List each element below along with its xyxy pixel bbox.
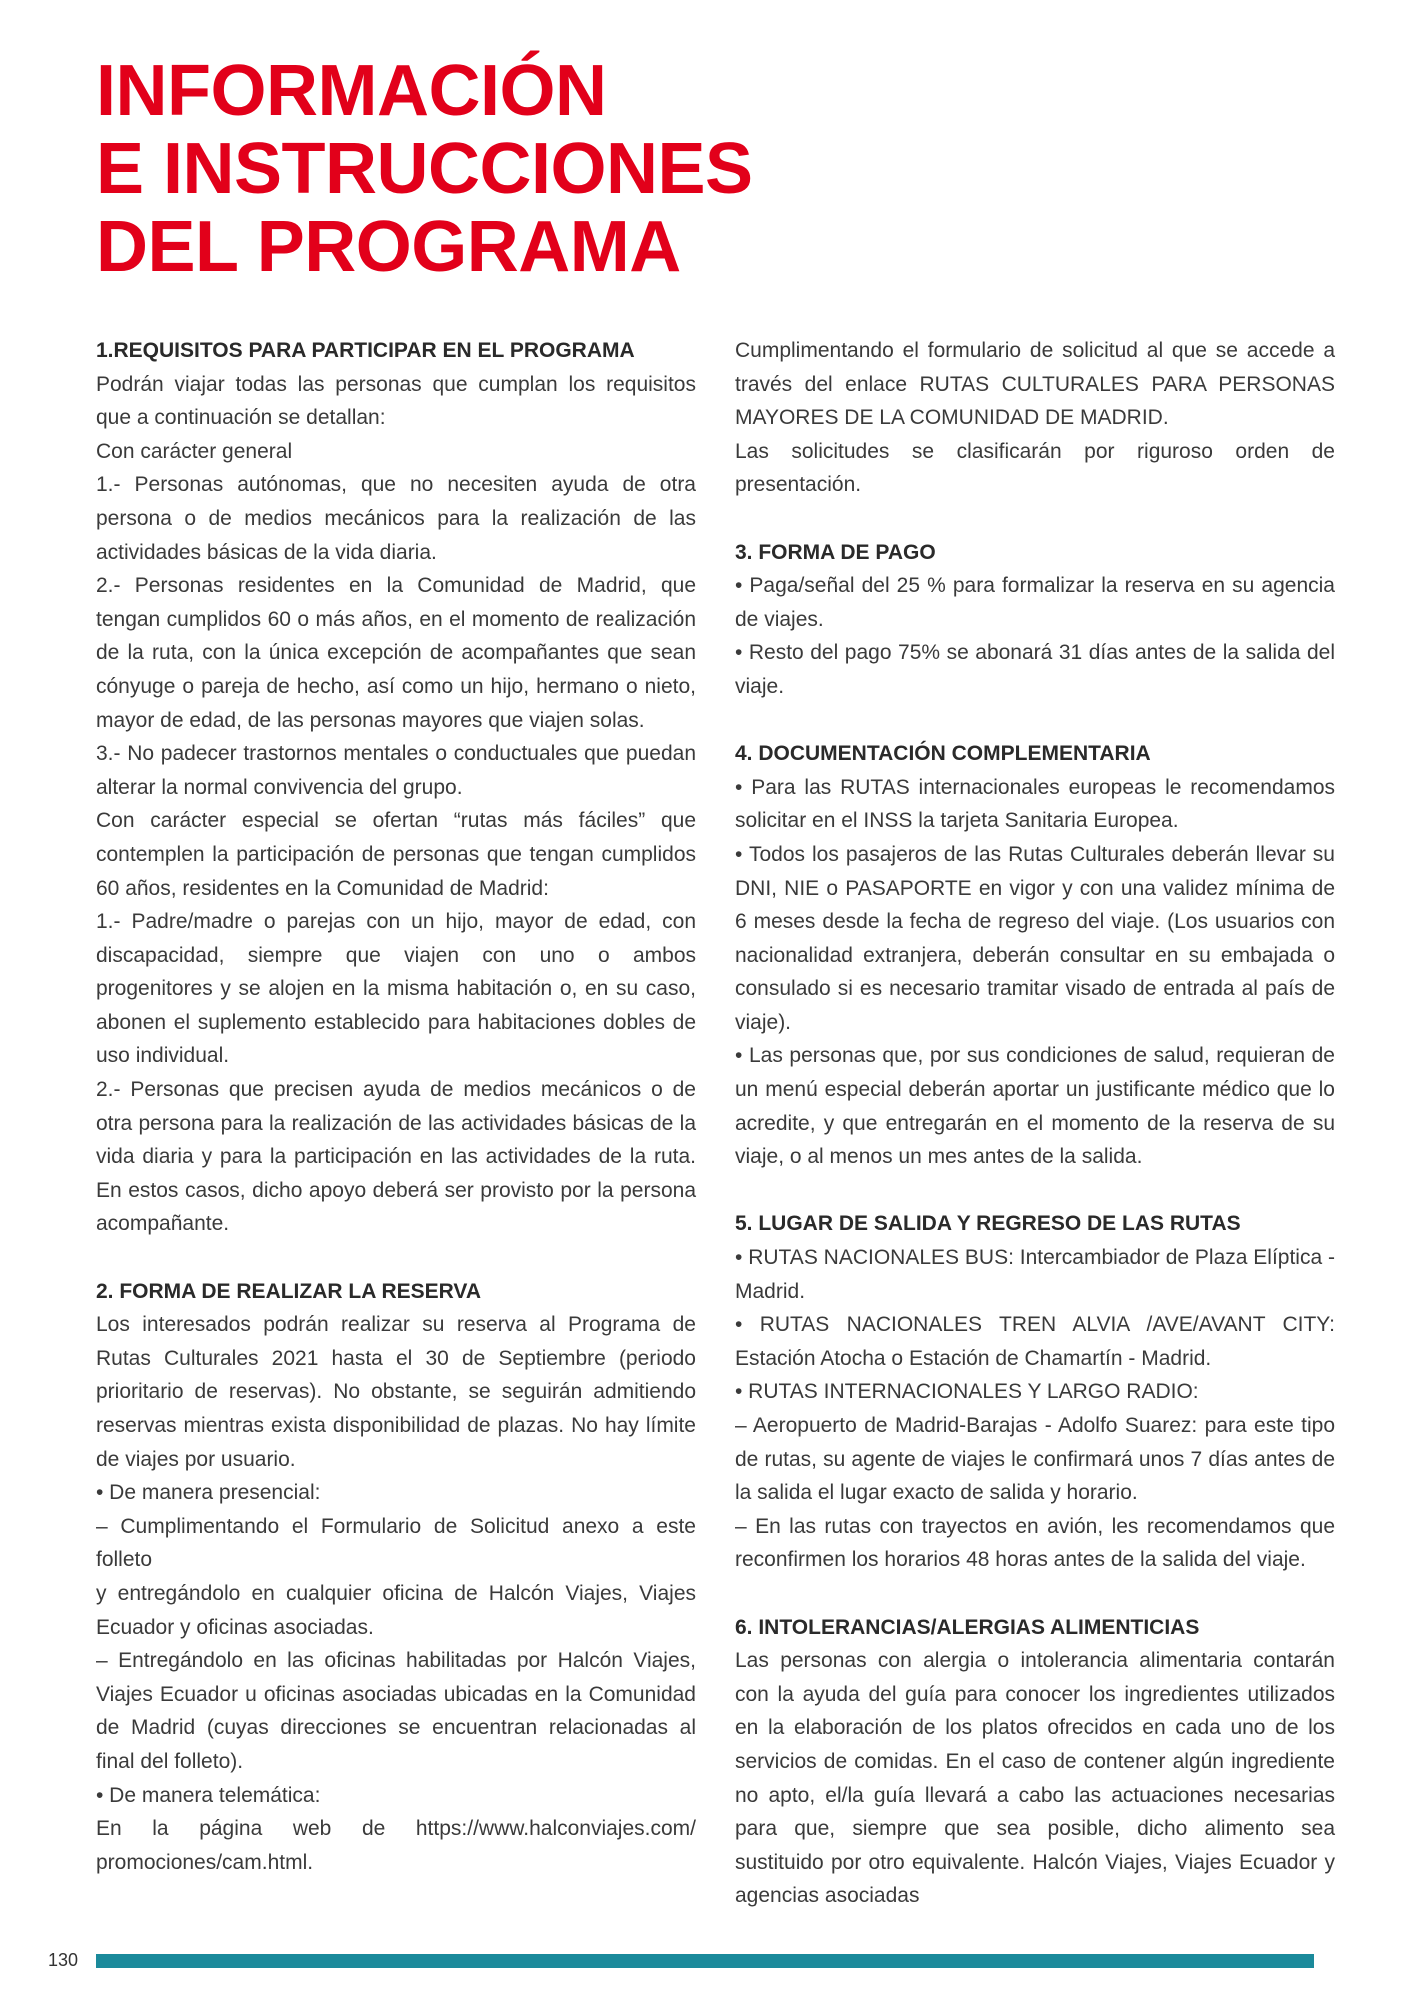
section-1-item-2: 2.- Personas residentes en la Comunidad de Madrid, que tengan cumplidos 60 o más años, en el momento de realización de la ruta, con la única excepción de acompañantes que sean cónyuge o pareja de hecho, así como un hijo, hermano o nieto, mayor de edad, de las personas mayores que viajen solas.: [96, 574, 696, 732]
section-6-heading: 6. INTOLERANCIAS/ALERGIAS ALIMENTICIAS: [735, 1615, 1200, 1639]
section-2-intro: Los interesados podrán realizar su reserva al Programa de Rutas Culturales 2021 hasta el 30 de Septiembre (periodo prioritario de reservas). No obstante, se seguirán admitiendo reservas mientras exista disponibilidad de plazas. No hay límite de viajes por usuario.: [96, 1313, 696, 1471]
section-3-heading: 3. FORMA DE PAGO: [735, 540, 936, 564]
section-1-special-intro: Con carácter especial se ofertan “rutas más fáciles” que contemplen la participación de personas que tengan cumplidos 60 años, residentes en la Comunidad de Madrid:: [96, 809, 696, 900]
section-6-text: Las personas con alergia o intolerancia alimentaria contarán con la ayuda del guía para conocer los ingredientes utilizados en la elaboración de los platos ofrecidos en cada uno de los servicios de comidas. En el caso de contener algún ingrediente no apto, el/la guía llevará a cabo las actuaciones necesarias para que, siempre que sea posible, dicho alimento sea sustituido por otro equivalente. Halcón Viajes, Viajes Ecuador y agencias asociadas: [735, 1649, 1335, 1908]
section-5-item-3b: – En las rutas con trayectos en avión, les recomendamos que reconfirmen los horarios 48 horas antes de la salida del viaje.: [735, 1514, 1335, 1572]
section-2-continued-1: Cumplimentando el formulario de solicitud al que se accede a través del enlace RUTAS CULTURALES PARA PERSONAS MAYORES DE LA COMUNIDAD DE MADRID.: [735, 339, 1335, 430]
section-4-item-1: • Para las RUTAS internacionales europeas le recomendamos solicitar en el INSS la tarjeta Sanitaria Europea.: [735, 775, 1335, 833]
section-1-special-item-2: 2.- Personas que precisen ayuda de medios mecánicos o de otra persona para la realización de las actividades básicas de la vida diaria y para la participación en las actividades de la ruta. En estos casos, dicho apoyo deberá ser provisto por la persona acompañante.: [96, 1078, 696, 1236]
left-column: [96, 334, 696, 1879]
section-5-item-1: • RUTAS NACIONALES BUS: Intercambiador de Plaza Elíptica - Madrid.: [735, 1246, 1335, 1303]
section-3-item-1: • Paga/señal del 25 % para formalizar la reserva en su agencia de viajes.: [735, 574, 1335, 631]
right-column: [735, 334, 1335, 1913]
section-1-special-item-1: 1.- Padre/madre o parejas con un hijo, mayor de edad, con discapacidad, siempre que viajen con uno o ambos progenitores y se alojen en la misma habitación o, en su caso, abonen el suplemento establecido para habitaciones dobles de uso individual.: [96, 910, 696, 1068]
section-5-item-3a: – Aeropuerto de Madrid-Barajas - Adolfo Suarez: para este tipo de rutas, su agente de viajes le confirmará unos 7 días antes de la salida el lugar exacto de salida y horario.: [735, 1414, 1335, 1505]
section-1-item-1: 1.- Personas autónomas, que no necesiten ayuda de otra persona o de medios mecánicos para la realización de las actividades básicas de la vida diaria.: [96, 473, 696, 564]
section-2-telematica-web-link[interactable]: En la página web de https://www.halconviajes.com/ promociones/cam.html.: [96, 1817, 696, 1874]
section-2-presencial-label: • De manera presencial:: [96, 1481, 321, 1505]
section-2-telematica-label: • De manera telemática:: [96, 1783, 321, 1807]
section-4-item-3: • Las personas que, por sus condiciones de salud, requieran de un menú especial deberán aportar un justificante médico que lo acredite, y que entregarán en el momento de la reserva de su viaje, o al menos un mes antes de la salida.: [735, 1044, 1335, 1169]
section-4-item-2: • Todos los pasajeros de las Rutas Culturales deberán llevar su DNI, NIE o PASAPORTE en vigor y con una validez mínima de 6 meses desde la fecha de regreso del viaje. (Los usuarios con nacionalidad extranjera, deberán consultar en su embajada o consulado si es necesario tramitar visado de entrada al país de viaje).: [735, 842, 1335, 1034]
section-1-general-label: Con carácter general: [96, 439, 293, 463]
section-1-intro: Podrán viajar todas las personas que cumplan los requisitos que a continuación se detallan:: [96, 372, 696, 430]
section-1-heading: 1.REQUISITOS PARA PARTICIPAR EN EL PROGRAMA: [96, 339, 635, 362]
section-5-item-3: • RUTAS INTERNACIONALES Y LARGO RADIO:: [735, 1380, 1199, 1404]
section-2-continued-2: Las solicitudes se clasificarán por riguroso orden de presentación.: [735, 439, 1335, 497]
page-number: 130: [48, 1950, 79, 1970]
section-4-heading: 4. DOCUMENTACIÓN COMPLEMENTARIA: [735, 742, 1151, 766]
page-title-line-2: E INSTRUCCIONES: [96, 129, 753, 209]
section-2-heading: 2. FORMA DE REALIZAR LA RESERVA: [96, 1279, 482, 1303]
section-2-presencial-option-1a: – Cumplimentando el Formulario de Solicitud anexo a este folleto: [96, 1514, 696, 1572]
section-5-heading: 5. LUGAR DE SALIDA Y REGRESO DE LAS RUTAS: [735, 1212, 1241, 1236]
page-title: [96, 52, 753, 286]
page-title-line-1: INFORMACIÓN: [96, 51, 607, 131]
section-5-item-2: • RUTAS NACIONALES TREN ALVIA /AVE/AVANT CITY: Estación Atocha o Estación de Chamartín - Madrid.: [735, 1313, 1335, 1370]
section-2-presencial-option-1b: y entregándolo en cualquier oficina de Halcón Viajes, Viajes Ecuador y oficinas asociadas.: [96, 1581, 696, 1639]
section-2-presencial-option-2: – Entregándolo en las oficinas habilitadas por Halcón Viajes, Viajes Ecuador u oficinas asociadas ubicadas en la Comunidad de Madrid (cuyas direcciones se encuentran relacionadas al final del folleto).: [96, 1649, 696, 1773]
footer-bar: [96, 1954, 1314, 1968]
section-3-item-2: • Resto del pago 75% se abonará 31 días antes de la salida del viaje.: [735, 641, 1335, 698]
page-title-line-3: DEL PROGRAMA: [96, 207, 681, 287]
section-1-item-3: 3.- No padecer trastornos mentales o conductuales que puedan alterar la normal convivencia del grupo.: [96, 742, 696, 799]
